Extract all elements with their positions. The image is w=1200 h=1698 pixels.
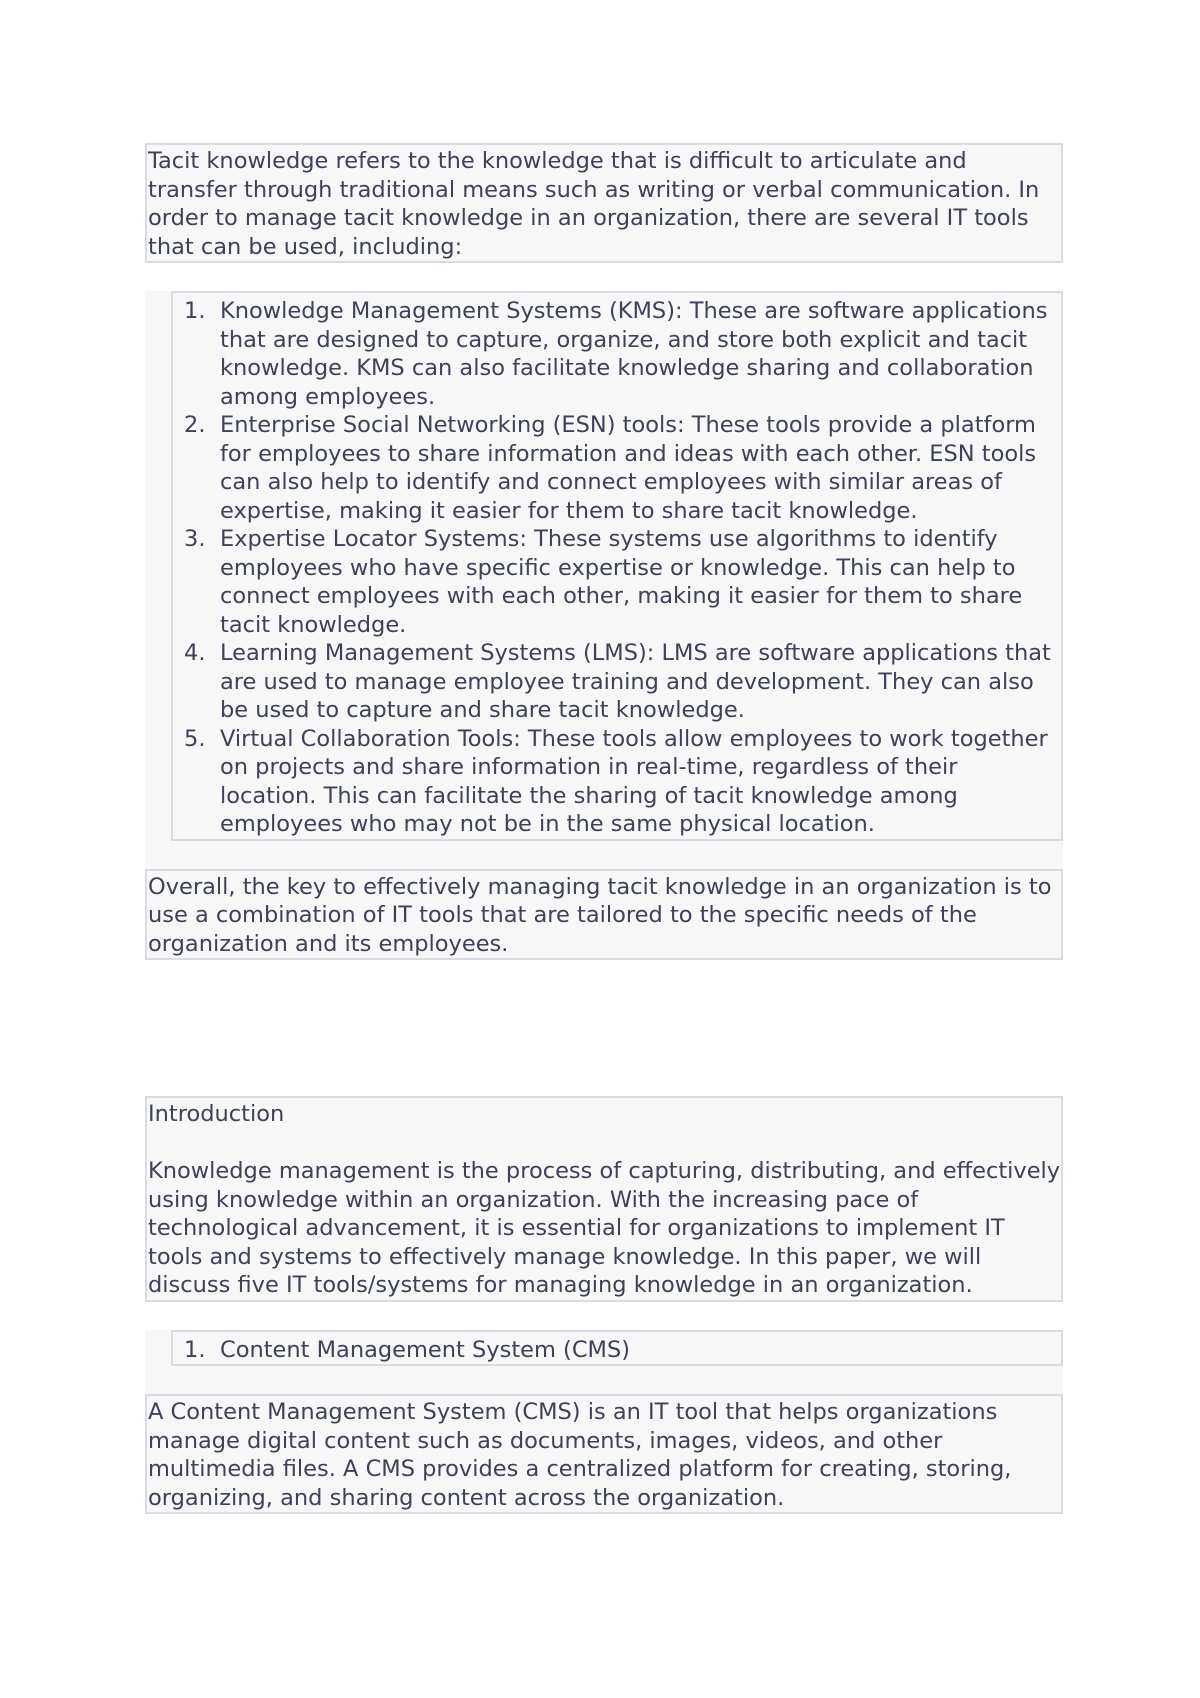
introduction-section — [145, 1096, 1063, 1302]
tools-list — [171, 291, 1063, 841]
cms-paragraph: A Content Management System (CMS) is an IT tool that helps organizations manage digital content such as documents, images, videos, and other multimedia files. A CMS provides a centralized platform for creating, storing, organizing, and sharing content across the organization. — [145, 1394, 1063, 1514]
list-number: 4. — [184, 640, 206, 666]
list-number: 5. — [184, 725, 206, 752]
list-item — [184, 639, 1061, 725]
list-item-text: Enterprise Social Networking (ESN) tools: These tools provide a platform for employees to share information and ideas with each other. ESN tools can also help to identify and connect employees with similar areas of expertise, making it easier for them to share tacit knowledge. — [220, 412, 1037, 524]
list-item-text: Content Management System (CMS) — [220, 1336, 631, 1363]
list-item — [184, 525, 1061, 639]
introduction-paragraph: Knowledge management is the process of capturing, distributing, and effectively using knowledge within an organization. With the increasing pace of technological advancement, it is essential for organizations to implement IT tools and systems to effectively manage knowledge. In this paper, we will discuss five IT tools/systems for managing knowledge in an organization. — [148, 1158, 1061, 1298]
spacer — [148, 1129, 1061, 1158]
document-page — [145, 143, 1063, 1514]
list-item — [184, 411, 1061, 525]
spacer — [145, 263, 1063, 291]
list-item — [184, 1336, 1061, 1365]
spacer — [145, 1366, 1063, 1394]
list-item-text: Virtual Collaboration Tools: These tools allow employees to work together on projects and share information in real-time, regardless of their location. This can facilitate the sharing of tacit knowledge among employees who may not be in the same physical location. — [220, 725, 1048, 837]
list-number: 1. — [184, 1336, 206, 1363]
intro-paragraph: Tacit knowledge refers to the knowledge that is difficult to articulate and transfer through traditional means such as writing or verbal communication. In order to manage tacit knowledge in an organization, there are several IT tools that can be used, including: — [145, 143, 1063, 263]
tools-list-wrapper — [145, 291, 1063, 841]
cms-list-wrapper — [145, 1330, 1063, 1367]
list-number: 3. — [184, 526, 206, 552]
list-number: 2. — [184, 412, 206, 438]
list-item — [184, 297, 1061, 411]
list-number: 1. — [184, 298, 206, 324]
overall-paragraph: Overall, the key to effectively managing tacit knowledge in an organization is to use a combination of IT tools that are tailored to the specific needs of the organization and its employees. — [145, 869, 1063, 961]
list-item-text: Learning Management Systems (LMS): LMS are software applications that are used to manage employee training and development. They can also be used to capture and share tacit knowledge. — [220, 640, 1051, 723]
cms-list — [171, 1330, 1063, 1367]
list-item-text: Knowledge Management Systems (KMS): These are software applications that are designed to capture, organize, and store both explicit and tacit knowledge. KMS can also facilitate knowledge sharing and collaboration among employees. — [220, 298, 1048, 410]
spacer — [145, 960, 1063, 1096]
spacer — [145, 1302, 1063, 1330]
list-item — [184, 725, 1061, 839]
introduction-heading: Introduction — [148, 1101, 285, 1127]
list-item-text: Expertise Locator Systems: These systems use algorithms to identify employees who have specific expertise or knowledge. This can help to connect employees with each other, making it easier for them to share tacit knowledge. — [220, 526, 1023, 638]
spacer — [145, 841, 1063, 869]
